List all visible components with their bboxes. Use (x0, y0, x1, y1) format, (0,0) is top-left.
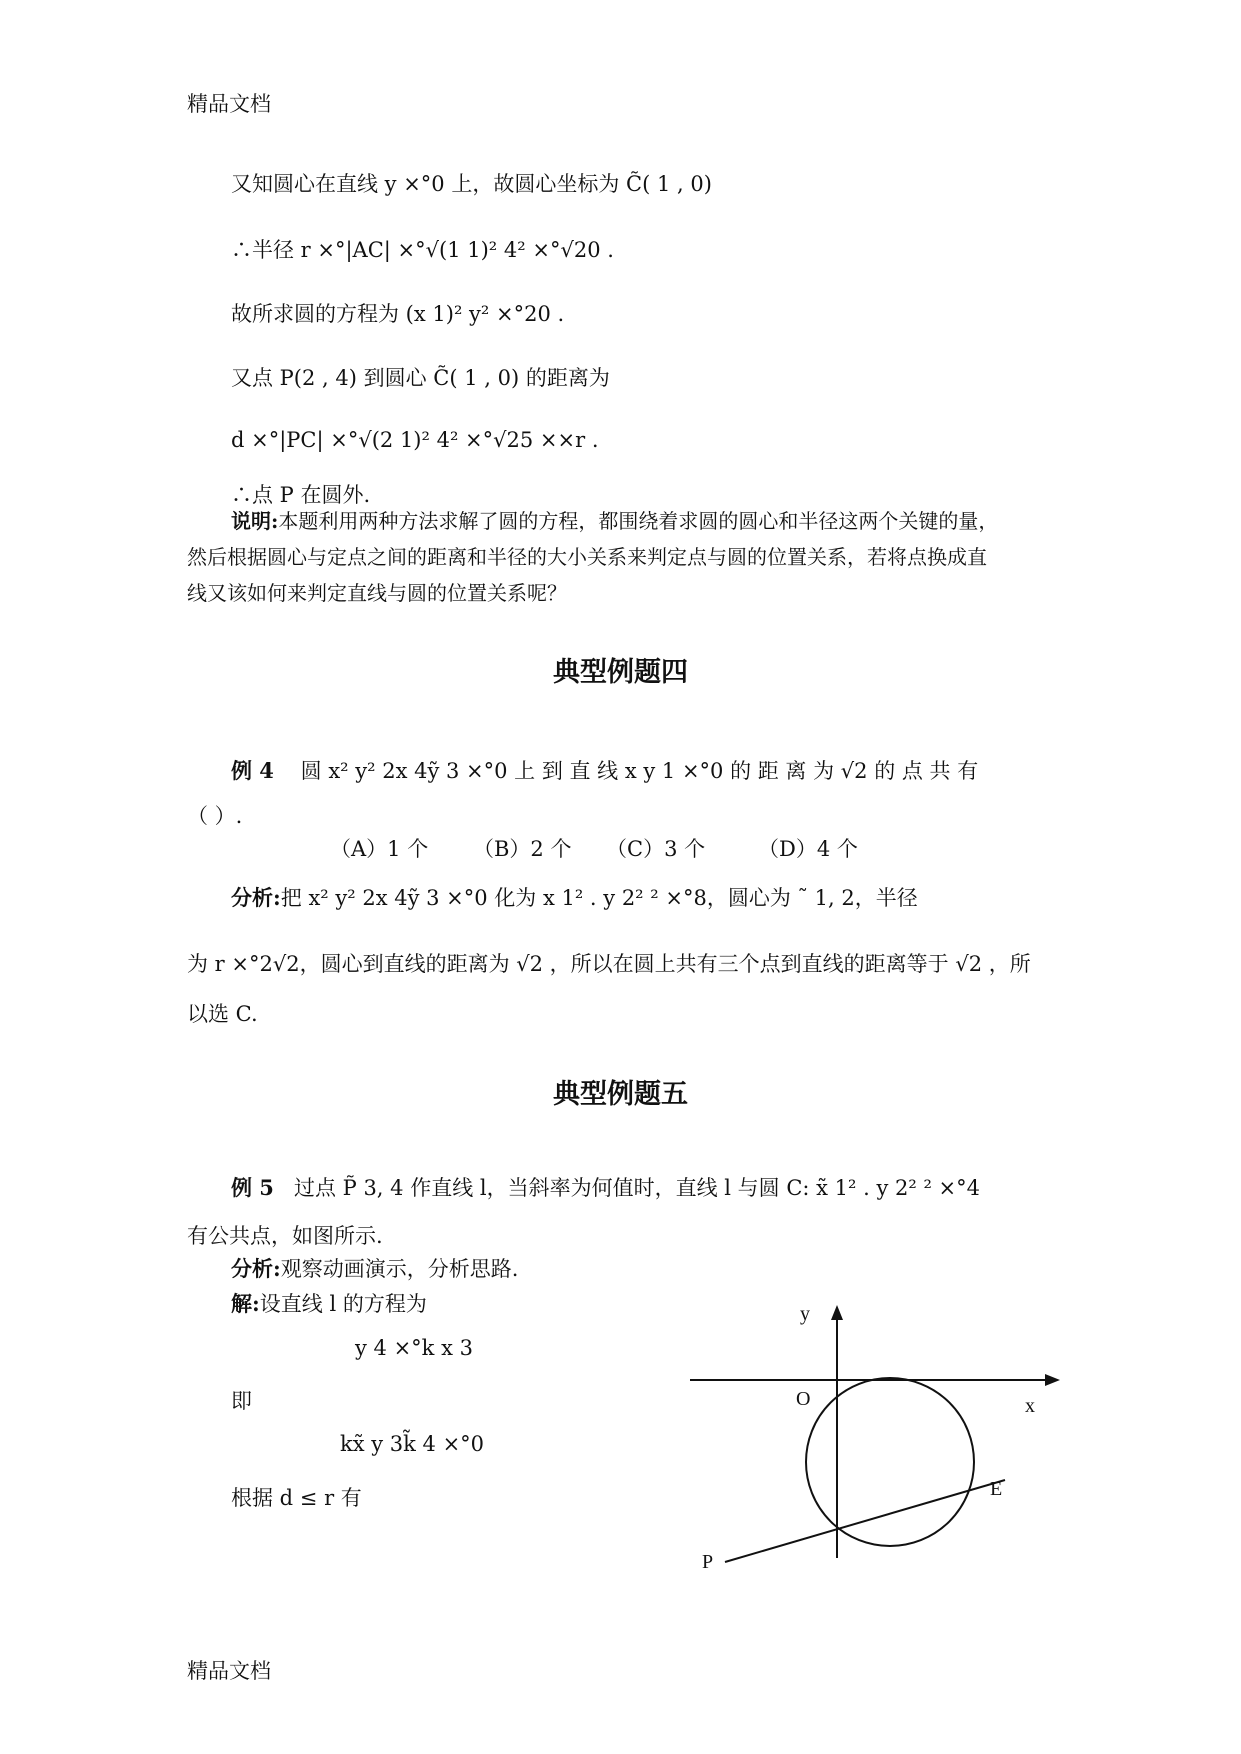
example5-analysis (231, 1253, 518, 1283)
text-line-3: 故所求圆的方程为 (x 1)² y² ×°20 . (231, 302, 565, 326)
option-c: （C）3 个 (606, 837, 706, 861)
example4-analysis-2: 为 r ×°2√2，圆心到直线的距离为 √2 ，所以在圆上共有三个点到直线的距离等于 √2 ，所 (187, 952, 1031, 976)
page-footer: 精品文档 (187, 1659, 271, 1683)
text-line-4: 又点 P(2 , 4) 到圆心 C̃( 1 , 0) 的距离为 (231, 366, 610, 390)
text-line-6: ∴点 P 在圆外. (231, 483, 371, 507)
example5-analysis-text: 观察动画演示，分析思路. (280, 1257, 519, 1281)
example5-analysis-label: 分析: (231, 1256, 281, 1281)
example5-solution-text: 设直线 l 的方程为 (259, 1292, 427, 1316)
example4-analysis-1: 把 x² y² 2x 4ỹ 3 ×°0 化为 x 1² . y 2² ² ×°8，圆心为 ˜ 1, 2，半径 (280, 886, 918, 910)
example4-stem-text: 圆 x² y² 2x 4ỹ 3 ×°0 上 到 直 线 x y 1 ×°0 的 距 离 为 √2 的 点 共 有 (300, 759, 979, 783)
example4-analysis-label: 分析: (231, 885, 281, 910)
example5-stem-end: 有公共点，如图所示. (187, 1224, 383, 1248)
note-line-1 (231, 503, 998, 539)
text-line-5: d ×°|PC| ×°√(2 1)² 4² ×°√25 ××r . (231, 428, 599, 452)
y-axis-arrow (831, 1305, 843, 1320)
ji-text: 即 (231, 1389, 252, 1413)
example4-stem (231, 755, 978, 785)
x-axis-arrow (1045, 1374, 1060, 1386)
y-axis-label: y (800, 1303, 810, 1325)
circle-line-diagram (690, 1300, 1070, 1600)
section-title-example-5: 典型例题五 (553, 1079, 688, 1110)
example5-label: 例 5 (231, 1175, 274, 1200)
text-line-2: ∴半径 r ×°|AC| ×°√(1 1)² 4² ×°√20 . (231, 238, 614, 262)
x-axis-label: x (1025, 1395, 1035, 1417)
note-label: 说明: (231, 509, 279, 533)
line-l (725, 1480, 1005, 1562)
condition-text: 根据 d ≤ r 有 (231, 1486, 362, 1510)
origin-label: O (796, 1388, 811, 1410)
option-b: （B）2 个 (473, 837, 572, 861)
note-line-3: 线又该如何来判定直线与圆的位置关系呢？ (187, 581, 567, 605)
section-title-example-4: 典型例题四 (553, 657, 688, 688)
example5-stem-text: 过点 P̃ 3, 4 作直线 l，当斜率为何值时，直线 l 与圆 C: x̃ 1² . y 2² ² ×°4 (293, 1176, 981, 1200)
example4-analysis (231, 882, 918, 912)
text-line-1: 又知圆心在直线 y ×°0 上，故圆心坐标为 C̃( 1 , 0) (231, 172, 712, 196)
option-d: （D）4 个 (758, 837, 858, 861)
example4-analysis-3: 以选 C. (187, 1002, 258, 1026)
example4-label: 例 4 (231, 758, 274, 783)
point-p-label: P (702, 1551, 714, 1573)
example5-stem (231, 1172, 980, 1202)
example4-stem-end: （ ）. (187, 804, 243, 828)
point-e-label: E (990, 1478, 1003, 1500)
equation-2: kx̃ y 3k̃ 4 ×°0 (340, 1432, 485, 1456)
page-header: 精品文档 (187, 92, 271, 116)
example5-solution-label: 解: (231, 1291, 260, 1316)
option-a: （A）1 个 (330, 837, 429, 861)
circle-c (806, 1378, 974, 1546)
note-text-1: 本题利用两种方法求解了圆的方程，都围绕着求圆的圆心和半径这两个关键的量， (278, 509, 999, 533)
example5-solution (231, 1288, 427, 1318)
equation-1: y 4 ×°k x 3 (355, 1336, 473, 1360)
note-line-2: 然后根据圆心与定点之间的距离和半径的大小关系来判定点与圆的位置关系，若将点换成直 (187, 545, 987, 569)
